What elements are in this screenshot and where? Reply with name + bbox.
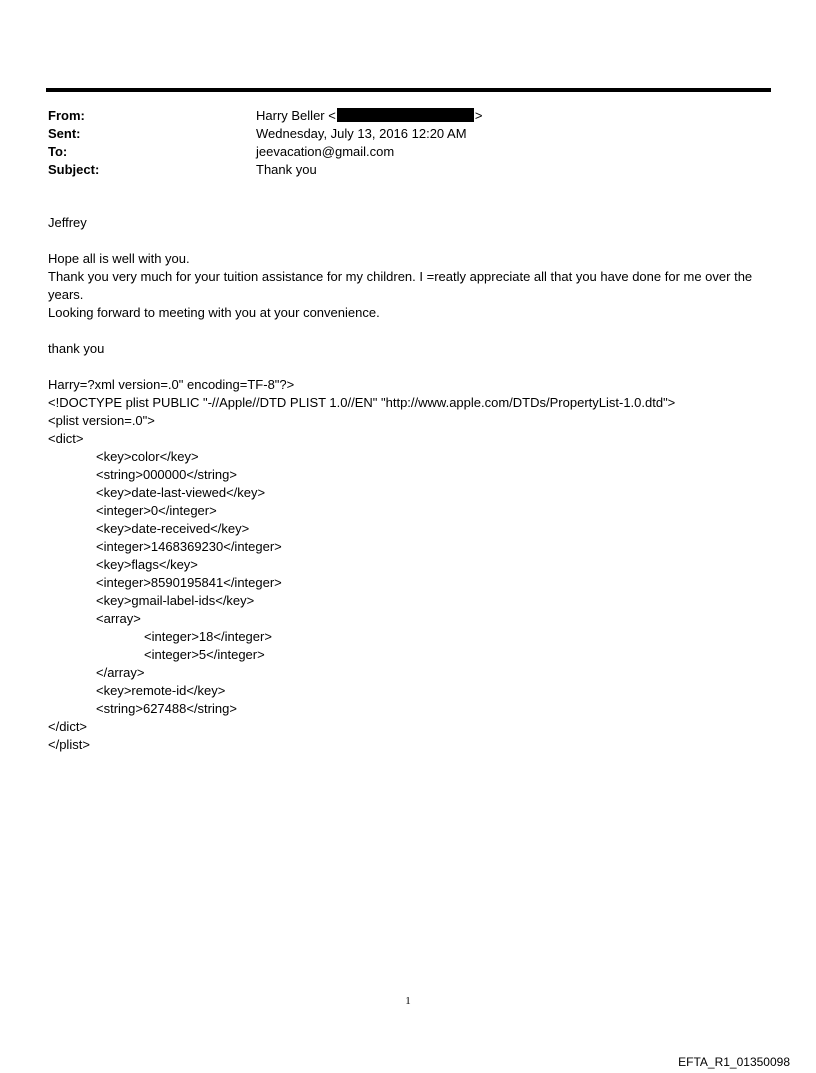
xml-line: <integer>18</integer> [144, 629, 272, 644]
xml-line: <key>gmail-label-ids</key> [96, 593, 255, 608]
xml-line: <key>color</key> [96, 449, 199, 464]
sent-label: Sent: [48, 126, 81, 141]
from-close: > [474, 108, 483, 123]
xml-line: <integer>5</integer> [144, 647, 265, 662]
xml-line: <dict> [48, 431, 84, 446]
body-line: Thank you very much for your tuition assistance for my children. I =reatly appreciate all that you have done for me over the years. [48, 269, 753, 302]
xml-line: <plist version=.0"> [48, 413, 155, 428]
closing: thank you [48, 341, 105, 356]
xml-line: <array> [96, 611, 141, 626]
xml-line: <string>000000</string> [96, 467, 237, 482]
xml-line: </plist> [48, 737, 90, 752]
xml-line: <key>flags</key> [96, 557, 198, 572]
xml-line: <!DOCTYPE plist PUBLIC "-//Apple//DTD PLIST 1.0//EN" "http://www.apple.com/DTDs/PropertyList-1.0.dtd"> [48, 395, 676, 410]
to-label: To: [48, 144, 68, 159]
from-name: Harry Beller < [256, 108, 336, 123]
body-line: Looking forward to meeting with you at your convenience. [48, 305, 380, 320]
body-line: Hope all is well with you. [48, 251, 190, 266]
subject-label: Subject: [48, 162, 100, 177]
subject-value: Thank you [256, 162, 317, 177]
xml-line: <key>date-last-viewed</key> [96, 485, 266, 500]
greeting: Jeffrey [48, 215, 87, 230]
xml-line: Harry=?xml version=.0" encoding=TF-8"?> [48, 377, 295, 392]
email-body [48, 214, 778, 754]
xml-line: <integer>0</integer> [96, 503, 217, 518]
sent-value: Wednesday, July 13, 2016 12:20 AM [256, 126, 467, 141]
xml-line: <string>627488</string> [96, 701, 237, 716]
page-number: 1 [405, 995, 411, 1007]
from-label: From: [48, 108, 85, 123]
xml-line: <integer>8590195841</integer> [96, 575, 282, 590]
xml-line: </array> [96, 665, 145, 680]
xml-line: <key>date-received</key> [96, 521, 250, 536]
xml-line: <key>remote-id</key> [96, 683, 226, 698]
xml-line: </dict> [48, 719, 88, 734]
xml-line: <integer>1468369230</integer> [96, 539, 282, 554]
redaction-box [337, 108, 474, 122]
from-value [256, 107, 482, 125]
document-id: EFTA_R1_01350098 [678, 1055, 790, 1069]
to-value: jeevacation@gmail.com [256, 144, 395, 159]
header-divider [46, 88, 771, 92]
